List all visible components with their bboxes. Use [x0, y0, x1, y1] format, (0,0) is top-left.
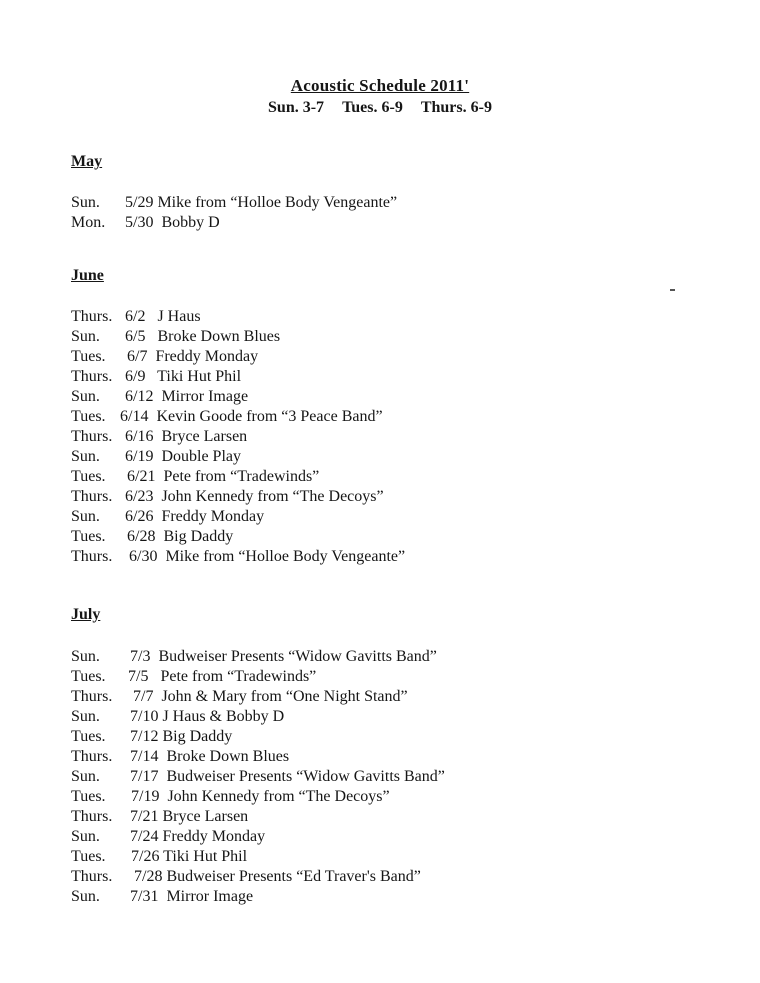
schedule-row [71, 193, 398, 213]
day-label: Sun. [71, 194, 100, 211]
day-label: Tues. [71, 668, 106, 685]
day-label: Tues. [71, 348, 106, 365]
day-label: Thurs. [71, 688, 113, 705]
schedule-row [71, 487, 384, 507]
schedule-row [71, 727, 233, 747]
schedule-row [71, 527, 234, 547]
schedule-row [71, 387, 249, 407]
schedule-list-may [71, 193, 398, 233]
event-entry: 7/17 Budweiser Presents “Widow Gavitts Band” [130, 768, 445, 785]
day-label: Sun. [71, 828, 100, 845]
event-entry: 7/14 Broke Down Blues [130, 748, 290, 765]
day-label: Tues. [71, 728, 106, 745]
schedule-row [71, 707, 285, 727]
month-heading-june: June [71, 267, 104, 284]
schedule-row [71, 647, 437, 667]
day-label: Sun. [71, 888, 100, 905]
schedule-row [71, 213, 220, 233]
event-entry: 6/14 Kevin Goode from “3 Peace Band” [120, 408, 383, 425]
event-entry: 6/23 John Kennedy from “The Decoys” [125, 488, 384, 505]
schedule-row [71, 427, 248, 447]
schedule-row [71, 507, 265, 527]
event-entry: 6/7 Freddy Monday [127, 348, 259, 365]
event-entry: 6/26 Freddy Monday [125, 508, 265, 525]
schedule-row [71, 367, 242, 387]
event-entry: 7/19 John Kennedy from “The Decoys” [131, 788, 390, 805]
day-label: Tues. [71, 788, 106, 805]
event-entry: 7/7 John & Mary from “One Night Stand” [133, 688, 408, 705]
schedule-row [71, 807, 249, 827]
month-heading-may: May [71, 153, 103, 170]
event-entry: 7/10 J Haus & Bobby D [130, 708, 285, 725]
scan-speck [670, 289, 675, 291]
day-label: Thurs. [71, 368, 113, 385]
hours-line [0, 99, 760, 117]
day-label: Thurs. [71, 548, 113, 565]
day-label: Sun. [71, 768, 100, 785]
day-label: Sun. [71, 448, 100, 465]
schedule-row [71, 667, 317, 687]
day-label: Thurs. [71, 488, 113, 505]
schedule-list-june [71, 307, 406, 567]
day-label: Sun. [71, 508, 100, 525]
schedule-row [71, 867, 421, 887]
day-label: Thurs. [71, 868, 113, 885]
event-entry: 6/30 Mike from “Holloe Body Vengeante” [129, 548, 406, 565]
event-entry: 7/24 Freddy Monday [130, 828, 266, 845]
event-entry: 6/21 Pete from “Tradewinds” [127, 468, 320, 485]
event-entry: 6/5 Broke Down Blues [125, 328, 281, 345]
schedule-row [71, 547, 406, 567]
event-entry: 7/3 Budweiser Presents “Widow Gavitts Band” [130, 648, 437, 665]
event-entry: 6/28 Big Daddy [127, 528, 234, 545]
event-entry: 6/12 Mirror Image [125, 388, 249, 405]
schedule-row [71, 827, 266, 847]
schedule-list-july [71, 647, 445, 907]
schedule-row [71, 327, 281, 347]
event-entry: 7/12 Big Daddy [130, 728, 233, 745]
schedule-row [71, 347, 259, 367]
event-entry: 5/30 Bobby D [125, 214, 220, 231]
schedule-row [71, 747, 290, 767]
day-label: Tues. [71, 848, 106, 865]
day-label: Thurs. [71, 308, 113, 325]
event-entry: 6/16 Bryce Larsen [125, 428, 248, 445]
day-label: Tues. [71, 528, 106, 545]
hours-thursday: Thurs. 6-9 [420, 99, 492, 116]
event-entry: 7/5 Pete from “Tradewinds” [128, 668, 317, 685]
day-label: Sun. [71, 708, 100, 725]
hours-tuesday: Tues. 6-9 [342, 99, 403, 116]
schedule-row [71, 847, 248, 867]
day-label: Thurs. [71, 748, 113, 765]
month-heading-july: July [71, 606, 101, 623]
day-label: Tues. [71, 468, 106, 485]
event-entry: 6/9 Tiki Hut Phil [125, 368, 242, 385]
event-entry: 6/2 J Haus [125, 308, 201, 325]
schedule-row [71, 407, 383, 427]
day-label: Sun. [71, 328, 100, 345]
event-entry: 6/19 Double Play [125, 448, 241, 465]
schedule-row [71, 787, 390, 807]
event-entry: 7/21 Bryce Larsen [130, 808, 249, 825]
day-label: Mon. [71, 214, 106, 231]
schedule-row [71, 467, 320, 487]
schedule-row [71, 767, 445, 787]
event-entry: 5/29 Mike from “Holloe Body Vengeante” [125, 194, 398, 211]
schedule-row [71, 447, 241, 467]
day-label: Sun. [71, 648, 100, 665]
page-title: Acoustic Schedule 2011' [290, 76, 470, 95]
event-entry: 7/28 Budweiser Presents “Ed Traver's Band” [134, 868, 421, 885]
day-label: Thurs. [71, 428, 113, 445]
schedule-row [71, 307, 201, 327]
day-label: Tues. [71, 408, 106, 425]
schedule-row [71, 887, 254, 907]
schedule-row [71, 687, 408, 707]
day-label: Thurs. [71, 808, 113, 825]
day-label: Sun. [71, 388, 100, 405]
event-entry: 7/26 Tiki Hut Phil [131, 848, 248, 865]
event-entry: 7/31 Mirror Image [130, 888, 254, 905]
hours-sunday: Sun. 3-7 [268, 99, 325, 116]
